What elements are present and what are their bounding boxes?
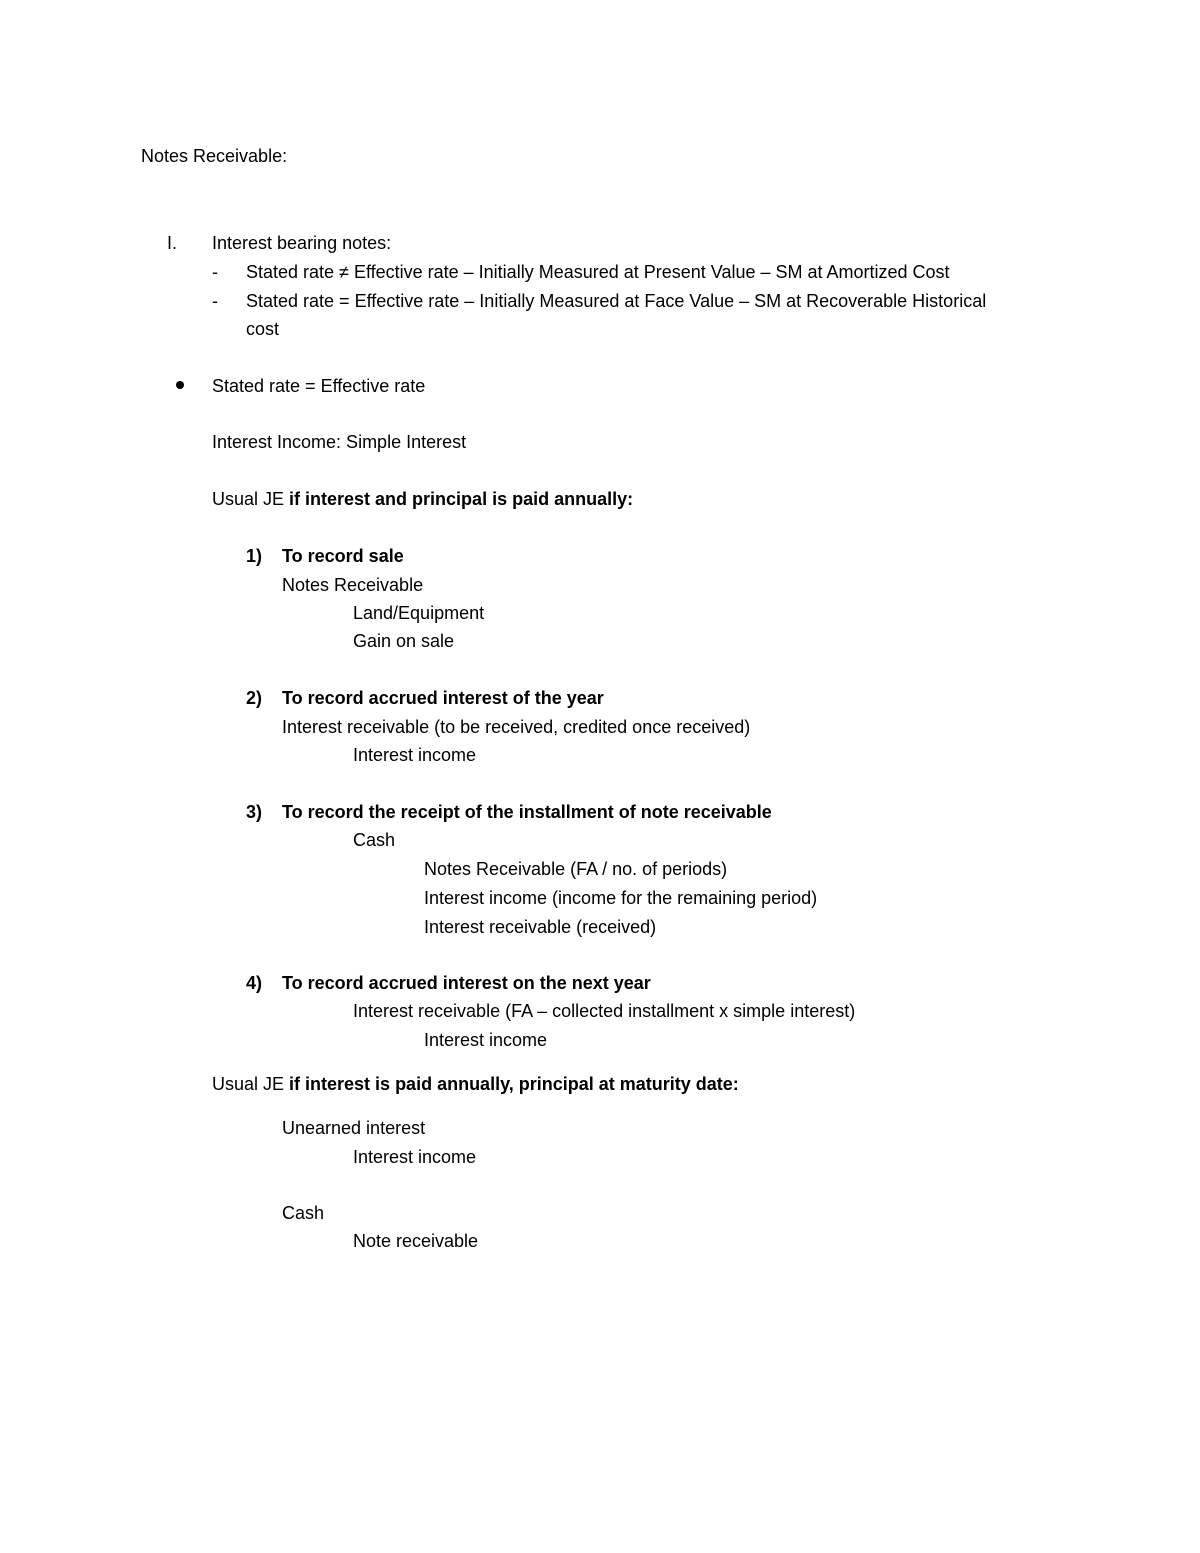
journal-line: Interest receivable (to be received, credited once received) — [282, 717, 751, 737]
step-title: To record sale — [282, 546, 404, 566]
interest-income-note: Interest Income: Simple Interest — [212, 432, 467, 452]
step-number: 4) — [246, 973, 263, 993]
list-item-continuation: cost — [246, 319, 280, 339]
journal-line: Notes Receivable — [282, 575, 424, 595]
journal-line: Interest income (income for the remaining period) — [424, 888, 818, 908]
document-title: Notes Receivable: — [141, 146, 288, 166]
section-heading: Interest bearing notes: — [212, 233, 392, 253]
list-item: Stated rate = Effective rate – Initially Measured at Face Value – SM at Recoverable Historical — [246, 291, 987, 311]
je-prefix: Usual JE — [212, 1074, 290, 1094]
journal-line: Cash — [353, 830, 396, 850]
journal-debit: Cash — [282, 1203, 325, 1223]
je-condition: if interest is paid annually, principal at maturity date: — [289, 1074, 739, 1094]
step-number: 2) — [246, 688, 263, 708]
step-title: To record accrued interest on the next year — [282, 973, 651, 993]
journal-line: Gain on sale — [353, 631, 455, 651]
journal-credit: Note receivable — [353, 1231, 479, 1251]
bullet-dot-icon — [176, 381, 184, 389]
journal-line: Interest receivable (received) — [424, 917, 657, 937]
step-number: 3) — [246, 802, 263, 822]
journal-credit: Interest income — [353, 1147, 477, 1167]
step-number: 1) — [246, 546, 263, 566]
case-heading: Stated rate = Effective rate — [212, 376, 426, 396]
step-title: To record the receipt of the installment of note receivable — [282, 802, 772, 822]
dash-marker: - — [212, 291, 218, 311]
je-prefix: Usual JE — [212, 489, 290, 509]
list-item: Stated rate ≠ Effective rate – Initially Measured at Present Value – SM at Amortized Cost — [246, 262, 950, 282]
dash-marker: - — [212, 262, 218, 282]
journal-debit: Unearned interest — [282, 1118, 426, 1138]
step-title: To record accrued interest of the year — [282, 688, 604, 708]
journal-line: Interest income — [353, 745, 477, 765]
journal-line: Land/Equipment — [353, 603, 485, 623]
journal-line: Notes Receivable (FA / no. of periods) — [424, 859, 728, 879]
journal-line: Interest receivable (FA – collected installment x simple interest) — [353, 1001, 856, 1021]
je-heading-maturity — [212, 1072, 739, 1096]
je-heading-annual — [212, 487, 633, 511]
roman-numeral: I. — [167, 233, 178, 253]
journal-line: Interest income — [424, 1030, 548, 1050]
je-condition: if interest and principal is paid annually: — [289, 489, 634, 509]
